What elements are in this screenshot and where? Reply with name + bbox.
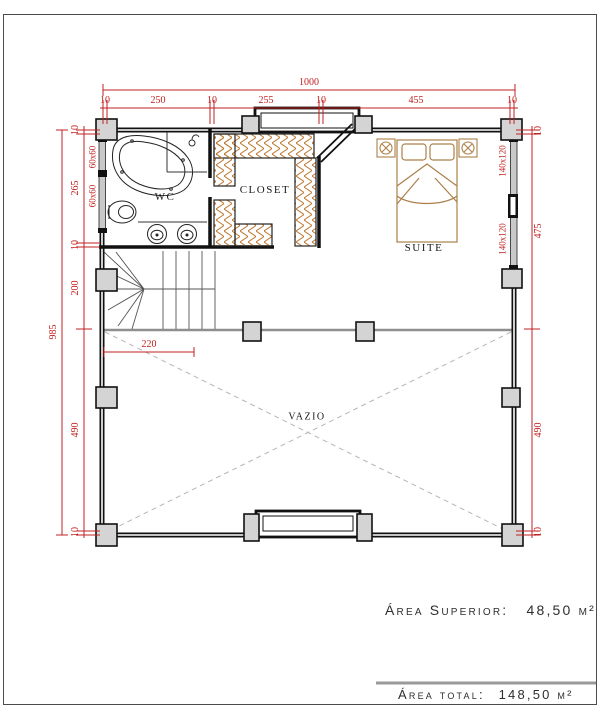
- window-right-icon: [508, 137, 518, 270]
- dim-left-overall: 985: [48, 324, 59, 340]
- dim-left-seg: 10: [70, 125, 81, 135]
- dim-top-seg: 255: [258, 95, 274, 106]
- area-superior-text: [385, 602, 596, 618]
- dim-top-seg: 455: [408, 95, 424, 106]
- sinks-icon: [138, 222, 207, 244]
- dim-left-seg: 490: [70, 422, 81, 438]
- bed-icon: [397, 140, 457, 242]
- bottom-bay: [256, 511, 360, 537]
- room-label-closet: CLOSET: [239, 184, 291, 196]
- void-diagonals-icon: [105, 332, 511, 533]
- room-label-suite: SUITE: [404, 242, 444, 254]
- area-superior-value: 48,50 m²: [526, 602, 597, 618]
- area-total-value: 148,50 m²: [498, 687, 574, 702]
- dim-stair-width: 220: [141, 339, 157, 350]
- dim-left-seg: 10: [70, 527, 81, 537]
- dim-top-seg: 10: [507, 95, 517, 106]
- dim-top-overall: 1000: [299, 77, 319, 88]
- dim-left-seg: 200: [70, 280, 81, 296]
- window-label: 140x120: [497, 223, 508, 255]
- area-total-label: Área total:: [398, 687, 485, 702]
- room-label-vazio: VAZIO: [288, 411, 326, 423]
- area-total-text: [398, 687, 574, 702]
- dim-top-seg: 250: [150, 95, 166, 106]
- stairs-icon: [104, 251, 215, 329]
- dim-right-seg: 490: [533, 422, 544, 438]
- room-label-wc: WC: [154, 191, 176, 203]
- dim-left-seg: 265: [70, 180, 81, 196]
- area-superior-label: Área Superior:: [385, 602, 509, 618]
- dim-right-seg: 475: [533, 223, 544, 239]
- window-left-icon: [98, 137, 107, 233]
- dim-left-seg: 10: [70, 240, 81, 250]
- bathtub-icon: [112, 136, 192, 196]
- dim-right-seg: 10: [533, 126, 544, 136]
- nightstand-left-icon: [377, 139, 395, 157]
- dim-top-seg: 10: [100, 95, 110, 106]
- dim-top-seg: 10: [316, 95, 326, 106]
- window-label: 140x120: [497, 145, 508, 177]
- nightstand-right-icon: [459, 139, 477, 157]
- window-label: 60x60: [87, 184, 98, 208]
- dim-right-seg: 10: [533, 527, 544, 537]
- dim-top-seg: 10: [207, 95, 217, 106]
- toilet-icon: [108, 201, 136, 223]
- window-label: 60x60: [87, 145, 98, 169]
- top-bay: [255, 108, 359, 132]
